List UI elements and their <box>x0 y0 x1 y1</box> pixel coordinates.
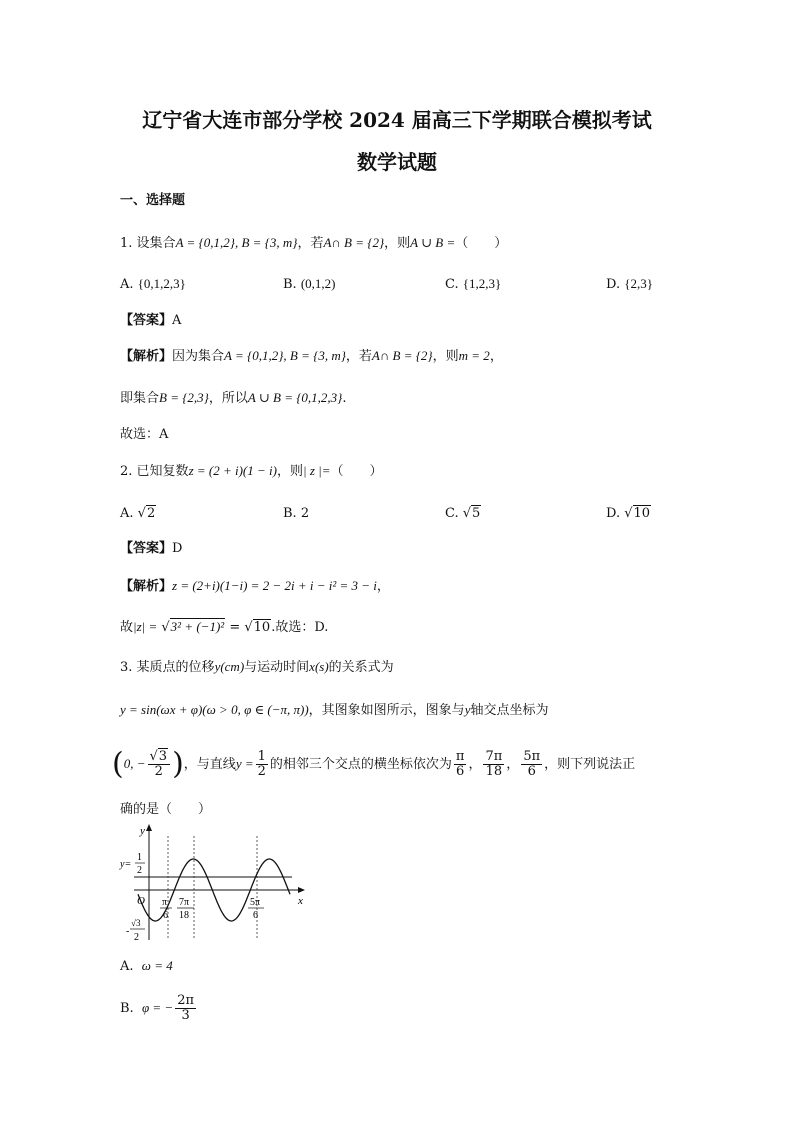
frac-num: π <box>455 749 465 764</box>
analysis-value: 10 <box>253 620 271 635</box>
option-frac <box>175 994 196 1023</box>
y-axis-label: y <box>140 825 145 837</box>
q2-option-d: D. √10 <box>606 506 651 521</box>
option-label: B. <box>120 1001 134 1016</box>
q3-line4: 确的是（ ） <box>120 802 212 817</box>
analysis-set-b: B = {2,3} <box>159 390 209 405</box>
t3-num: 5π <box>250 897 261 908</box>
analysis-tag: 【解析】 <box>120 349 173 364</box>
analysis-radicand: 3² + (−1)² <box>170 619 225 634</box>
q1-text-mid2: ，则 <box>384 236 411 251</box>
q2-option-c: C. √5 <box>445 506 481 521</box>
q1-analysis-line2 <box>120 390 347 407</box>
q2-text: ，则 <box>276 464 303 479</box>
page-subtitle: 数学试题 <box>357 150 437 174</box>
analysis-lhs: |z| = <box>133 619 158 634</box>
answer-value: A <box>172 313 182 328</box>
option-text: {0,1,2,3} <box>137 276 186 291</box>
t3-den: 6 <box>253 910 258 921</box>
t1-num: π <box>162 897 168 908</box>
frac-den: 18 <box>485 764 503 779</box>
frac-den: 3 <box>181 1008 190 1023</box>
origin-label: O <box>137 895 145 907</box>
q1-choose: 故选：A <box>120 427 169 442</box>
neg-num: √3 <box>131 918 141 928</box>
neg-sign: - <box>126 926 130 937</box>
q3-text: ，则下列说法正 <box>544 757 636 772</box>
q1-sets: A = {0,1,2}, B = {3, m} <box>175 235 298 250</box>
analysis-sets: A = {0,1,2}, B = {3, m} <box>224 348 346 363</box>
q1-stem <box>120 235 507 252</box>
analysis-condition: A∩ B = {2} <box>371 348 433 363</box>
option-text: (0,1,2) <box>300 276 336 291</box>
half-num: 1 <box>137 852 142 863</box>
q3-text: 轴交点坐标为 <box>470 703 549 718</box>
frac-num: 5π <box>523 749 541 764</box>
frac-num: 3 <box>158 749 168 764</box>
option-label: A. <box>120 506 134 521</box>
y-eq-label: y= <box>120 859 132 870</box>
answer-tag: 【答案】 <box>120 313 173 328</box>
q3-stem <box>120 659 394 676</box>
q2-text: 已知复数 <box>136 464 189 479</box>
option-label: C. <box>445 506 459 521</box>
analysis-m: m = 2 <box>458 348 490 363</box>
q1-option-c <box>445 276 501 293</box>
option-radicand: 5 <box>472 506 481 521</box>
q2-number: 2. <box>120 464 133 479</box>
q3-text: ， <box>468 757 482 772</box>
q1-answer <box>120 313 181 329</box>
q3-text: 与运动时间 <box>244 660 310 675</box>
section-heading: 一、选择题 <box>120 193 186 208</box>
q3-x2-frac <box>483 750 504 779</box>
analysis-text: ，若 <box>345 349 372 364</box>
option-text: φ = − <box>141 1000 174 1015</box>
q2-option-a: A. √2 <box>120 506 156 521</box>
analysis-text: ， <box>376 579 390 594</box>
x-axis-label: x <box>298 895 303 907</box>
analysis-text: 即集合 <box>120 391 160 406</box>
q2-analysis-line2: 故|z| = √3² + (−1)² = √10.故选：D. <box>120 619 329 635</box>
y-axis-arrow-icon <box>146 824 152 831</box>
frac-num: 2π <box>177 993 195 1008</box>
option-radicand: 10 <box>633 506 651 521</box>
q1-option-a <box>120 276 186 293</box>
q1-ask: A ∪ B = <box>410 235 456 250</box>
q1-text-mid: ，若 <box>297 236 324 251</box>
q3-text: ， <box>506 757 520 772</box>
q1-condition: A∩ B = {2} <box>323 235 385 250</box>
q3-formula-line <box>120 702 548 719</box>
answer-tag: 【答案】 <box>120 541 173 556</box>
analysis-text: 故 <box>120 620 134 635</box>
neg-den: 2 <box>134 932 139 943</box>
q3-option-a <box>120 958 173 975</box>
t2-den: 18 <box>179 910 189 921</box>
q1-text-pre: 设集合 <box>136 236 176 251</box>
q3-x1-frac <box>454 750 467 779</box>
answer-value: D <box>172 541 183 556</box>
q3-point-frac: $\frac{√3}{2}$ <box>148 750 171 779</box>
frac-den: 6 <box>527 764 536 779</box>
q3-number: 3. <box>120 660 133 675</box>
q3-x3-frac <box>521 750 542 779</box>
option-label: A. <box>120 959 134 974</box>
analysis-result: A ∪ B = {0,1,2,3} <box>247 390 343 405</box>
q1-option-b <box>283 276 336 293</box>
x-axis-arrow-icon <box>298 887 305 893</box>
analysis-eq: = <box>229 620 241 635</box>
q3-text: ，与直线 <box>183 757 236 772</box>
frac-num: 1 <box>257 749 266 764</box>
option-text: 2 <box>300 506 310 521</box>
option-label: B. <box>283 277 297 292</box>
q1-analysis <box>120 348 503 365</box>
option-label: D. <box>606 506 621 521</box>
q2-paren: （ ） <box>330 464 383 479</box>
sine-graph <box>112 822 312 946</box>
q2-option-b <box>283 506 309 522</box>
analysis-text: ，则 <box>432 349 459 364</box>
option-text: {1,2,3} <box>462 276 502 291</box>
analysis-text: 因为集合 <box>172 349 225 364</box>
q1-option-d <box>606 276 653 293</box>
q3-option-b <box>120 990 198 1026</box>
analysis-tag: 【解析】 <box>120 579 173 594</box>
q3-x-unit: x(s) <box>309 659 329 674</box>
q3-formula: y = sin(ωx + φ)(ω > 0, φ ∈ (−π, π)) <box>120 702 309 717</box>
q3-text: 某质点的位移 <box>136 660 215 675</box>
q3-text: ，其图象如图所示，图象与 <box>308 703 465 718</box>
half-den: 2 <box>137 865 142 876</box>
analysis-text: ，所以 <box>208 391 248 406</box>
option-text: ω = 4 <box>141 958 173 973</box>
t1-den: 6 <box>163 910 168 921</box>
q3-half-frac <box>256 750 268 779</box>
t2-num: 7π <box>179 897 190 908</box>
frac-den: 2 <box>257 764 266 779</box>
q3-text: 的关系式为 <box>328 660 394 675</box>
option-radicand: 2 <box>146 506 156 521</box>
option-label: C. <box>445 277 459 292</box>
frac-num: 7π <box>485 749 503 764</box>
q3-points-line: (0, − $\frac{√3}{2}$ )，与直线y = $\frac{1}{2}$ 的相邻三个交点的横坐标依次为 $\frac{\pi}{6}$ ， $\frac{7\pi}{18}$ ， $\frac{5\pi}{6}$ ，则下列说法正 <box>112 746 636 782</box>
q1-number: 1. <box>120 236 133 251</box>
q2-expression: z = (2 + i)(1 − i) <box>188 463 277 478</box>
q2-answer <box>120 541 182 557</box>
option-label: D. <box>606 277 621 292</box>
q2-stem <box>120 463 383 480</box>
q3-y-unit: y(cm) <box>214 659 245 674</box>
frac-den: 2 <box>154 764 163 779</box>
page-title: 辽宁省大连市部分学校 2024 届高三下学期联合模拟考试 <box>142 108 652 132</box>
analysis-expression: z = (2+i)(1−i) = 2 − 2i + i − i² = 3 − i <box>172 578 377 593</box>
frac-den: 6 <box>456 764 465 779</box>
q3-point: 0, − <box>123 756 146 771</box>
q3-line-eq: y = <box>235 756 254 771</box>
analysis-text: .故选：D. <box>271 620 329 635</box>
analysis-text: . <box>342 391 347 406</box>
q3-text: 的相邻三个交点的横坐标依次为 <box>269 757 452 772</box>
option-text: {2,3} <box>624 276 653 291</box>
q1-paren: （ ） <box>455 236 508 251</box>
q2-ask: | z |= <box>303 463 331 478</box>
option-label: B. <box>283 506 297 521</box>
q2-analysis <box>120 578 390 595</box>
analysis-text: ， <box>489 349 503 364</box>
q3-text: y <box>464 702 471 717</box>
option-label: A. <box>120 277 134 292</box>
